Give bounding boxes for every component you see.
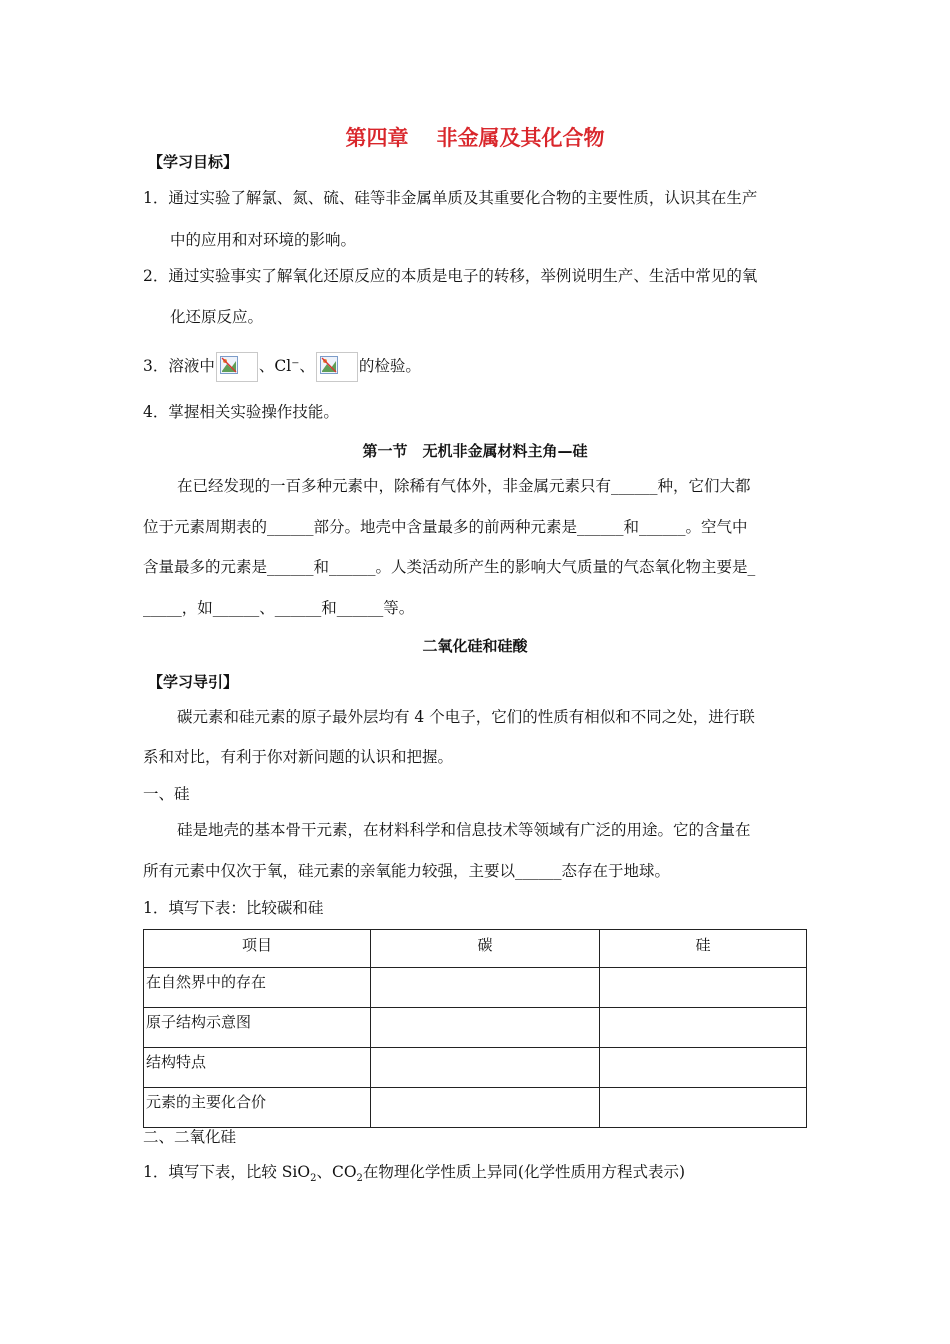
carbon-cell[interactable]	[371, 1048, 600, 1088]
silicon-para-line-2: 所有元素中仅次于氧，硅元素的亲氧能力较强，主要以______态存在于地球。	[143, 862, 671, 880]
objective-3	[143, 352, 421, 382]
carbon-cell[interactable]	[371, 1008, 600, 1048]
silicon-cell[interactable]	[600, 1048, 807, 1088]
table-row	[144, 1088, 807, 1128]
carbon-cell[interactable]	[371, 1088, 600, 1128]
part-2-text-b: 、CO	[316, 1163, 357, 1181]
carbon-silicon-table	[143, 929, 807, 1128]
table-row	[144, 968, 807, 1008]
objective-3-text-a: 3．溶液中	[143, 357, 215, 375]
objective-1-line-1: 1．通过实验了解氯、氮、硫、硅等非金属单质及其重要化合物的主要性质，认识其在生产	[143, 189, 758, 207]
section-1-para-line-4: _____，如______、______和______等。	[143, 599, 415, 617]
section-1-para-line-3: 含量最多的元素是______和______。人类活动所产生的影响大气质量的气态氧化物主要是_	[143, 558, 756, 576]
guide-header: 【学习导引】	[148, 673, 239, 691]
row-label: 元素的主要化合价	[144, 1088, 371, 1128]
subscript: 2	[310, 1173, 317, 1185]
subscript: 2	[356, 1173, 363, 1185]
objective-3-text-b: 、Cl⁻、	[258, 357, 315, 375]
guide-line-2: 系和对比，有利于你对新问题的认识和把握。	[143, 748, 454, 766]
table-intro: 1．填写下表：比较碳和硅	[143, 899, 324, 917]
table-row	[144, 1048, 807, 1088]
subsection-title: 二氧化硅和硅酸	[422, 637, 528, 655]
part-2-line	[143, 1162, 685, 1189]
silicon-cell[interactable]	[600, 1088, 807, 1128]
carbon-cell[interactable]	[371, 968, 600, 1008]
part-2-text-a: 1．填写下表，比较 SiO	[143, 1163, 311, 1181]
objectives-header: 【学习目标】	[148, 153, 239, 171]
section-1-title: 第一节 无机非金属材料主角—硅	[362, 442, 588, 460]
header-silicon: 硅	[600, 930, 807, 968]
header-item: 项目	[144, 930, 371, 968]
broken-image-icon	[216, 352, 258, 382]
broken-image-icon	[316, 352, 358, 382]
objective-2-line-2: 化还原反应。	[170, 308, 264, 326]
chapter-name: 非金属及其化合物	[436, 126, 605, 150]
header-carbon: 碳	[371, 930, 600, 968]
row-label: 原子结构示意图	[144, 1008, 371, 1048]
page-title	[0, 122, 950, 152]
part-1-heading: 一、硅	[143, 785, 190, 803]
objective-3-text-c: 的检验。	[358, 357, 421, 375]
section-1-para-line-2: 位于元素周期表的______部分。地壳中含量最多的前两种元素是______和______。空气中	[143, 518, 748, 536]
guide-line-1: 碳元素和硅元素的原子最外层均有 4 个电子，它们的性质有相似和不同之处，进行联	[177, 708, 755, 726]
chapter-number: 第四章	[345, 126, 409, 150]
table-header-row	[144, 930, 807, 968]
part-2-text-c: 在物理化学性质上异同(化学性质用方程式表示)	[362, 1163, 686, 1181]
table-row	[144, 1008, 807, 1048]
objective-2-line-1: 2．通过实验事实了解氧化还原反应的本质是电子的转移，举例说明生产、生活中常见的氧	[143, 267, 758, 285]
silicon-cell[interactable]	[600, 1008, 807, 1048]
silicon-cell[interactable]	[600, 968, 807, 1008]
part-2-heading: 二、二氧化硅	[143, 1128, 237, 1146]
row-label: 结构特点	[144, 1048, 371, 1088]
objective-1-line-2: 中的应用和对环境的影响。	[170, 231, 357, 249]
silicon-para-line-1: 硅是地壳的基本骨干元素，在材料科学和信息技术等领域有广泛的用途。它的含量在	[177, 821, 751, 839]
objective-4: 4．掌握相关实验操作技能。	[143, 403, 339, 421]
row-label: 在自然界中的存在	[144, 968, 371, 1008]
section-1-para-line-1: 在已经发现的一百多种元素中，除稀有气体外，非金属元素只有______种，它们大都	[177, 477, 751, 495]
